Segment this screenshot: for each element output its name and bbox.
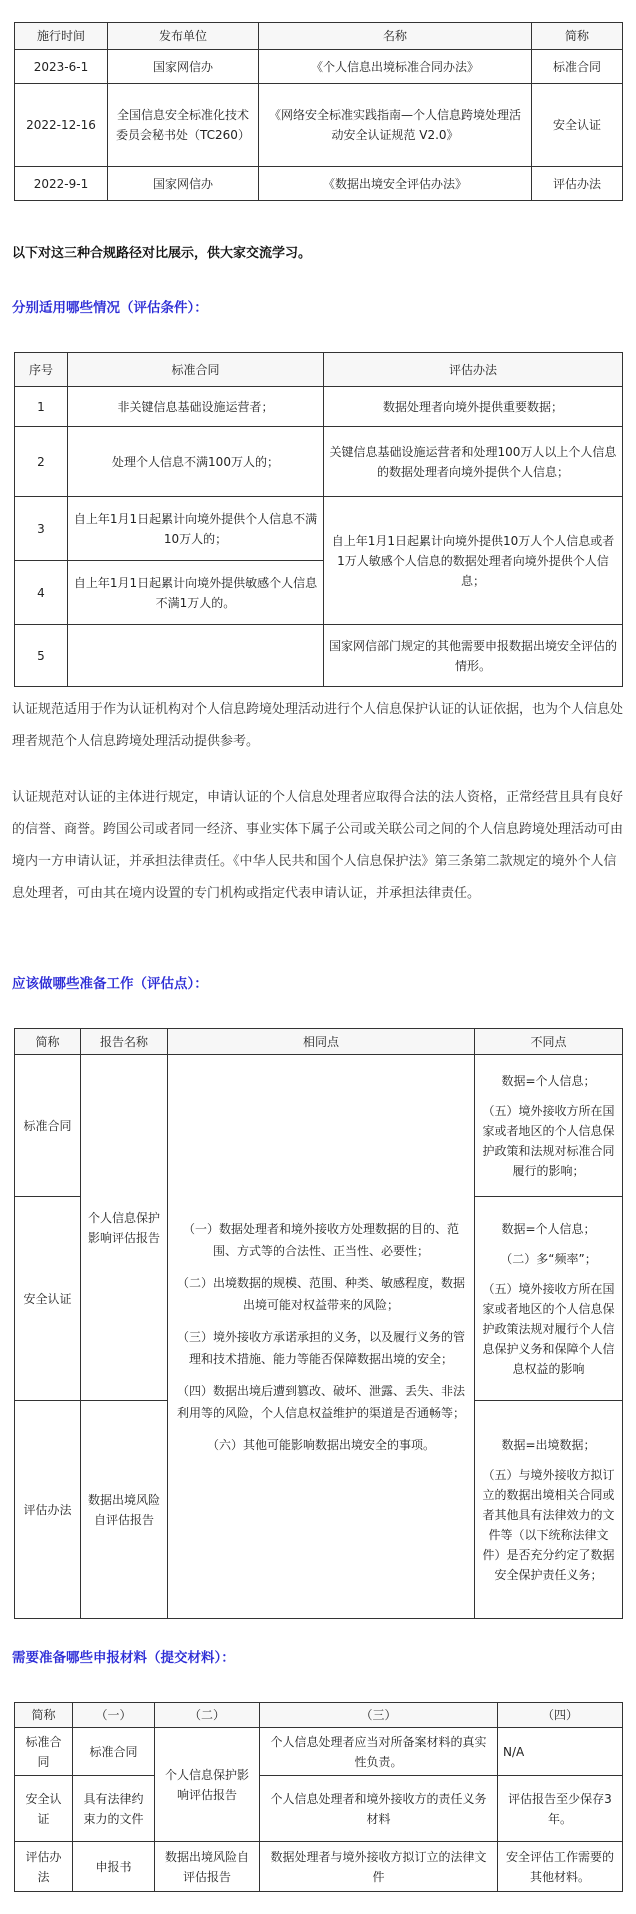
paragraph-scope: 认证规范适用于作为认证机构对个人信息跨境处理活动进行个人信息保护认证的认证依据，也为个人信息处理者规范个人信息跨境处理活动提供参考。: [12, 702, 624, 749]
table-cell: 关键信息基础设施运营者和处理100万人以上个人信息的数据处理者向境外提供个人信息；: [324, 427, 623, 497]
common-point: （三）境外接收方承诺承担的义务，以及履行义务的管理和技术措施、能力等能否保障数据出境的安全；: [176, 1329, 465, 1366]
table-cell: 个人信息处理者应当对所备案材料的真实性负责。: [260, 1728, 498, 1776]
table-row: [15, 1728, 623, 1776]
table-row: [15, 1842, 623, 1892]
table-cell: 标准合同: [15, 1055, 81, 1197]
materials-table: [14, 1702, 623, 1892]
column-header: 简称: [532, 23, 623, 50]
column-header: 简称: [15, 1703, 73, 1728]
column-header: 报告名称: [81, 1029, 168, 1055]
difference-point: 数据=个人信息；: [501, 1073, 596, 1088]
table-cell: 安全认证: [15, 1197, 81, 1401]
table-cell: 3: [15, 497, 68, 561]
table-cell: 数据处理者向境外提供重要数据；: [324, 387, 623, 427]
column-header: （三）: [260, 1703, 498, 1728]
table-cell: N/A: [498, 1728, 623, 1776]
common-point: （四）数据出境后遭到篡改、破坏、泄露、丢失、非法利用等的风险，个人信息权益维护的渠道是否通畅等；: [176, 1383, 465, 1420]
common-point: （二）出境数据的规模、范围、种类、敏感程度，数据出境可能对权益带来的风险；: [176, 1275, 465, 1312]
table-cell: 《个人信息出境标准合同办法》: [259, 50, 532, 84]
paragraph-subject: 认证规范对认证的主体进行规定，申请认证的个人信息处理者应取得合法的法人资格，正常经营且具有良好的信誉、商誉。跨国公司或者同一经济、事业实体下属子公司或关联公司之间的个人信息跨境处理活动可由境内一方申请认证，并承担法律责任。《中华人民共和国个人信息保护法》第三条第二款规定的境外个人信息处理者，可由其在境内设置的专门机构或指定代表申请认证，并承担法律责任。: [12, 790, 624, 901]
table-cell: 2023-6-1: [15, 50, 108, 84]
table-cell: 评估办法: [532, 167, 623, 201]
regulations-table: [14, 22, 623, 201]
table-cell: 数据处理者与境外接收方拟订立的法律文件: [260, 1842, 498, 1892]
table-cell: 2: [15, 427, 68, 497]
table-cell: 个人信息保护影响评估报告: [155, 1728, 260, 1842]
table-cell: 标准合同: [73, 1728, 155, 1776]
table-cell: 数据出境风险自评估报告: [155, 1842, 260, 1892]
table-cell: 个人信息处理者和境外接收方的责任义务材料: [260, 1776, 498, 1842]
table-cell: 安全评估工作需要的其他材料。: [498, 1842, 623, 1892]
common-point: （六）其他可能影响数据出境安全的事项。: [206, 1437, 435, 1452]
table-cell: 评估办法: [15, 1842, 73, 1892]
table-cell: 安全认证: [15, 1776, 73, 1842]
table-cell: 个人信息保护影响评估报告: [81, 1055, 168, 1401]
column-header: （二）: [155, 1703, 260, 1728]
table-cell: 4: [15, 561, 68, 625]
column-header: 不同点: [475, 1029, 623, 1055]
column-header: 施行时间: [15, 23, 108, 50]
table-cell: 自上年1月1日起累计向境外提供个人信息不满10万人的；: [68, 497, 324, 561]
table-cell: 评估办法: [15, 1401, 81, 1619]
table-cell: 2022-12-16: [15, 84, 108, 167]
difference-point: （五）与境外接收方拟订立的数据出境相关合同或者其他具有法律效力的文件等（以下统称法律文件）是否充分约定了数据安全保护责任义务；: [482, 1467, 615, 1582]
table-header-row: [15, 23, 623, 50]
table-cell: [68, 625, 324, 687]
table-cell: [475, 1055, 623, 1197]
common-point: （一）数据处理者和境外接收方处理数据的目的、范围、方式等的合法性、正当性、必要性；: [182, 1221, 459, 1258]
table-cell: 数据出境风险自评估报告: [81, 1401, 168, 1619]
difference-point: （五）境外接收方所在国家或者地区的个人信息保护政策法规对履行个人信息保护义务和保障个人信息权益的影响: [482, 1281, 615, 1376]
column-header: 简称: [15, 1029, 81, 1055]
table-row: [15, 1055, 623, 1197]
table-cell: 自上年1月1日起累计向境外提供敏感个人信息不满1万人的。: [68, 561, 324, 625]
column-header: （一）: [73, 1703, 155, 1728]
table-cell: 标准合同: [532, 50, 623, 84]
common-points-cell: [168, 1055, 475, 1619]
table-cell: 自上年1月1日起累计向境外提供10万人个人信息或者1万人敏感个人信息的数据处理者向境外提供个人信息；: [324, 497, 623, 625]
table-cell: 处理个人信息不满100万人的；: [68, 427, 324, 497]
assessment-points-table: [14, 1028, 623, 1619]
column-header: 评估办法: [324, 353, 623, 387]
table-cell: 标准合同: [15, 1728, 73, 1776]
table-row: [15, 625, 623, 687]
table-row: [15, 427, 623, 497]
difference-point: 数据=出境数据；: [501, 1437, 596, 1452]
table-header-row: [15, 353, 623, 387]
table-cell: 2022-9-1: [15, 167, 108, 201]
table-cell: 国家网信办: [108, 50, 259, 84]
table-row: [15, 50, 623, 84]
table-cell: 具有法律约束力的文件: [73, 1776, 155, 1842]
section-heading-preparation: 应该做哪些准备工作（评估点）：: [12, 976, 208, 992]
column-header: 名称: [259, 23, 532, 50]
difference-point: （五）境外接收方所在国家或者地区的个人信息保护政策和法规对标准合同履行的影响；: [482, 1103, 615, 1178]
table-row: [15, 497, 623, 561]
table-cell: 全国信息安全标准化技术委员会秘书处（TC260）: [108, 84, 259, 167]
table-cell: 安全认证: [532, 84, 623, 167]
table-cell: 《数据出境安全评估办法》: [259, 167, 532, 201]
table-cell: 非关键信息基础设施运营者；: [68, 387, 324, 427]
table-cell: [475, 1197, 623, 1401]
conditions-table: [14, 352, 623, 687]
table-row: [15, 84, 623, 167]
column-header: （四）: [498, 1703, 623, 1728]
table-cell: 1: [15, 387, 68, 427]
intro-text: 以下对这三种合规路径对比展示，供大家交流学习。: [12, 246, 312, 261]
table-row: [15, 1776, 623, 1842]
difference-point: （二）多“频率”；: [500, 1251, 597, 1266]
column-header: 相同点: [168, 1029, 475, 1055]
section-heading-materials: 需要准备哪些申报材料（提交材料）：: [12, 1650, 235, 1666]
column-header: 标准合同: [68, 353, 324, 387]
table-cell: 国家网信办: [108, 167, 259, 201]
section-heading-conditions: 分别适用哪些情况（评估条件）：: [12, 300, 208, 316]
table-cell: 国家网信部门规定的其他需要申报数据出境安全评估的情形。: [324, 625, 623, 687]
table-cell: 评估报告至少保存3年。: [498, 1776, 623, 1842]
table-cell: 申报书: [73, 1842, 155, 1892]
table-cell: 5: [15, 625, 68, 687]
table-row: [15, 167, 623, 201]
table-header-row: [15, 1029, 623, 1055]
table-row: [15, 387, 623, 427]
column-header: 发布单位: [108, 23, 259, 50]
table-cell: 《网络安全标准实践指南—个人信息跨境处理活动安全认证规范 V2.0》: [259, 84, 532, 167]
column-header: 序号: [15, 353, 68, 387]
table-cell: [475, 1401, 623, 1619]
table-header-row: [15, 1703, 623, 1728]
difference-point: 数据=个人信息；: [501, 1221, 596, 1236]
